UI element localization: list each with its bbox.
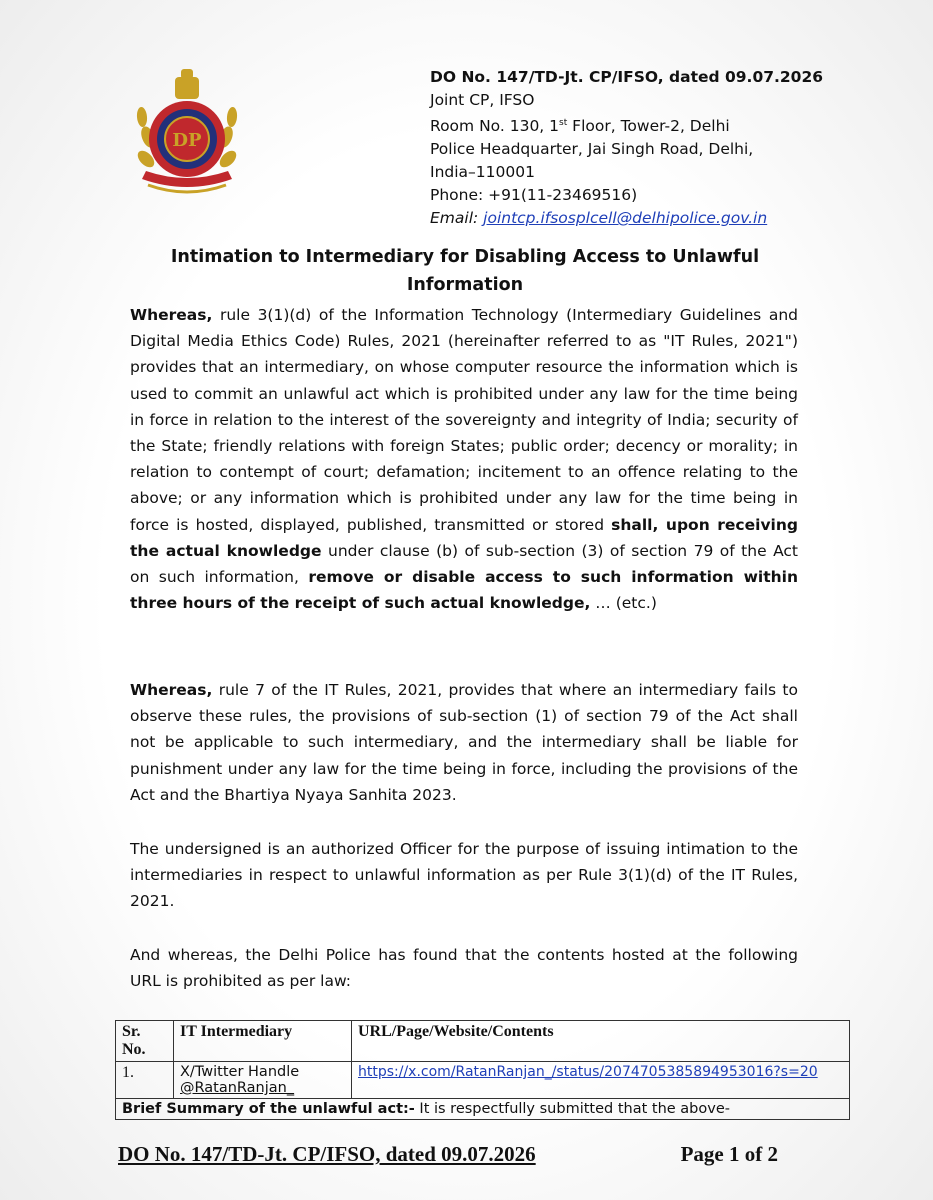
email-link[interactable]: jointcp.ifsosplcell@delhipolice.gov.in	[483, 209, 768, 228]
letter-header	[430, 66, 850, 230]
header-phone: Phone: +91(11-23469516)	[430, 186, 638, 205]
paragraph-rule-7: Whereas, rule 7 of the IT Rules, 2021, provides that where an intermediary fails to observe these rules, the provisions of sub-section (1) of section 79 of the Act shall not be applicable to such intermediary, and the intermediary shall be liable for punishment under any law for the time being in force, including the provisions of the Act and the Bhartiya Nyaya Sanhita 2023.	[130, 681, 798, 804]
table-header-row	[116, 1021, 850, 1062]
header-address-line-3: India–110001	[430, 163, 535, 182]
header-email-row	[430, 207, 850, 230]
footer-page-number: Page 1 of 2	[680, 1142, 778, 1166]
summary-row	[116, 1099, 850, 1120]
header-address-line-1: Room No. 130, 1st Floor, Tower-2, Delhi	[430, 117, 730, 136]
emblem-seal-text: DP	[172, 130, 202, 151]
page-footer	[118, 1142, 778, 1167]
intermediary-name: X/Twitter Handle	[180, 1064, 300, 1080]
footer-reference: DO No. 147/TD-Jt. CP/IFSO, dated 09.07.2026	[118, 1142, 536, 1166]
table-row	[116, 1062, 850, 1099]
cell-url	[352, 1062, 850, 1099]
header-it-intermediary: IT Intermediary	[174, 1021, 352, 1062]
email-label: Email:	[430, 209, 484, 228]
url-link[interactable]: https://x.com/RatanRanjan_/status/2074705385894953016?s=20	[358, 1064, 818, 1080]
document-title: Intimation to Intermediary for Disabling Access to Unlawful Information	[170, 247, 760, 295]
paragraph-url-finding: And whereas, the Delhi Police has found that the contents hosted at the following URL is prohibited as per law:	[130, 946, 798, 991]
header-office: Joint CP, IFSO	[430, 91, 535, 109]
header-reference: DO No. 147/TD-Jt. CP/IFSO, dated 09.07.2026	[430, 68, 824, 86]
paragraph-rule-3: Whereas, rule 3(1)(d) of the Information Technology (Intermediary Guidelines and Digital Media Ethics Code) Rules, 2021 (hereinafter referred to as "IT Rules, 2021") provides that an intermediary, on whose computer resource the information which is used to commit an unlawful act which is prohibited under any law for the time being in force in relation to the interest of the sovereignty and integrity of India; security of the State; friendly relations with foreign States; public order; decency or morality; in relation to contempt of court; defamation; incitement to an offence relating to the above; or any information which is prohibited under any law for the time being in force is hosted, displayed, published, transmitted or stored shall, upon receiving the actual knowledge under clause (b) of sub-section (3) of section 79 of the Act on such information, remove or disable access to such information within three hours of the receipt of such actual knowledge, … (etc.)	[130, 306, 799, 613]
cell-intermediary	[174, 1062, 352, 1099]
summary-text: It is respectfully submitted that the above-	[414, 1101, 730, 1117]
header-sr-no: Sr. No.	[116, 1021, 174, 1062]
handle-link[interactable]: @RatanRanjan_	[180, 1080, 295, 1096]
unlawful-content-table	[115, 1020, 850, 1120]
summary-label: Brief Summary of the unlawful act:-	[122, 1101, 415, 1117]
cell-sr: 1.	[116, 1062, 174, 1099]
header-url: URL/Page/Website/Contents	[352, 1021, 850, 1062]
header-address-line-2: Police Headquarter, Jai Singh Road, Delhi,	[430, 140, 754, 159]
delhi-police-emblem-icon	[128, 67, 246, 195]
summary-cell	[116, 1099, 850, 1120]
paragraph-authorized-officer: The undersigned is an authorized Officer for the purpose of issuing intimation to the intermediaries in respect to unlawful information as per Rule 3(1)(d) of the IT Rules, 2021.	[130, 840, 798, 911]
